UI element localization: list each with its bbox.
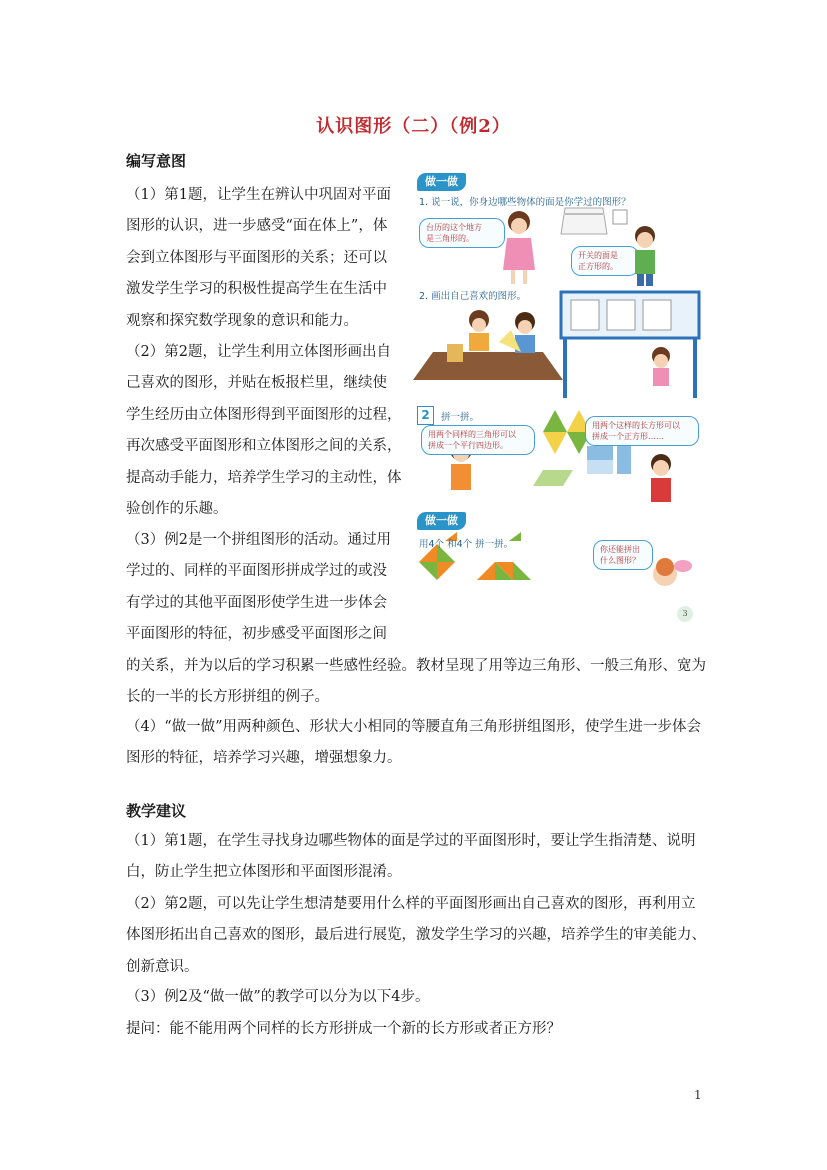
text-line: 有学过的其他平面图形使学生进一步体会 <box>126 594 387 611</box>
example-title: 拼一拼。 <box>441 412 480 423</box>
section-tag-do-2: 做一做 <box>417 512 466 530</box>
section-heading-intent: 编写意图 <box>126 152 187 170</box>
section-tag-do: 做一做 <box>417 173 466 191</box>
suggest-paragraph-4 <box>126 1014 561 1045</box>
intent-paragraph-4 <box>126 712 701 775</box>
text-line: 白，防止学生把立体图形和平面图形混淆。 <box>126 864 402 881</box>
text-line: 创新意识。 <box>126 958 199 975</box>
text-line: 学过的、同样的平面图形拼成学过的或没 <box>126 563 387 580</box>
textbook-illustration <box>413 170 703 630</box>
text-line: 观察和探究数学现象的意识和能力。 <box>126 312 358 329</box>
text-line: （1）第1题，在学生寻找身边哪些物体的面是学过的平面图形时，要让学生指清楚、说明 <box>126 833 696 849</box>
bubble-line: 你还能拼出 <box>600 545 640 554</box>
text-line: （2）第2题，可以先让学生想清楚要用什么样的平面图形画出自己喜欢的图形，再利用立 <box>126 896 696 912</box>
section-heading-suggest: 教学建议 <box>126 802 187 820</box>
cupid-figure-icon <box>653 558 692 586</box>
text-line: 验创作的乐趣。 <box>126 501 228 518</box>
speech-bubble-rectangles <box>585 416 699 446</box>
bubble-line: 正方形的。 <box>578 262 618 271</box>
text-line: （1）第1题，让学生在辨认中巩固对平面 <box>126 187 391 203</box>
text-line: 图形的特征，培养学习兴趣，增强想象力。 <box>126 750 402 767</box>
bubble-line: 开关的面是 <box>578 251 618 260</box>
bubble-line: 拼成一个平行四边形。 <box>428 441 508 450</box>
light-switch-icon <box>613 210 627 224</box>
text-line: （3）例2是一个拼组图形的活动。通过用 <box>126 532 391 548</box>
text-line: 的关系，并为以后的学习积累一些感性经验。教材呈现了用等边三角形、一般三角形、宽为 <box>126 657 706 674</box>
text-line: 体图形拓出自己喜欢的图形，最后进行展览，激发学生学习的兴趣，培养学生的审美能力、 <box>126 927 706 944</box>
suggest-paragraph-2 <box>126 889 706 983</box>
text-line: （3）例2及“做一做”的教学可以分为以下4步。 <box>126 989 430 1005</box>
question-1: 1. 说一说，你身边哪些物体的面是你学过的图形？ <box>419 197 631 208</box>
text-line: 平面图形的特征，初步感受平面图形之间 <box>126 626 387 643</box>
bubble-line: 台历的这个地方 <box>426 223 482 232</box>
text-line: （4）“做一做”用两种颜色、形状大小相同的等腰直角三角形拼组图形，使学生进一步体会 <box>126 719 702 735</box>
suggest-paragraph-1 <box>126 826 695 889</box>
text-line: 长的一半的长方形拼组的例子。 <box>126 689 329 706</box>
text-line: 提问：能不能用两个同样的长方形拼成一个新的长方形或者正方形？ <box>126 1021 561 1037</box>
text-line: 己喜欢的图形，并贴在板报栏里，继续使 <box>126 375 387 392</box>
text-line: 会到立体图形与平面图形的关系；还可以 <box>126 249 387 266</box>
bulletin-board-icon <box>561 292 699 398</box>
text-line: 学生经历由立体图形得到平面图形的过程， <box>126 406 402 423</box>
suggest-paragraph-3 <box>126 982 430 1013</box>
intent-paragraph-1 <box>126 180 391 337</box>
text-line: 再次感受平面图形和立体图形之间的关系， <box>126 438 402 455</box>
example-number: 2 <box>417 406 434 425</box>
bubble-line: 是三角形的。 <box>426 234 474 243</box>
bubble-line: 拼成一个正方形…… <box>592 432 664 441</box>
speech-bubble-triangles <box>421 425 535 455</box>
figure-page-number: 3 <box>677 606 693 622</box>
page-number: 1 <box>694 1088 702 1102</box>
illustration-art <box>413 170 703 630</box>
text-line: 提高动手能力，培养学生学习的主动性，体 <box>126 469 402 486</box>
question-2: 2. 画出自己喜欢的图形。 <box>419 291 527 302</box>
boy-figure-icon <box>635 226 655 286</box>
page-title: 认识图形（二）（例2） <box>316 116 511 137</box>
text-line: 图形的认识，进一步感受“面在体上”，体 <box>126 218 388 235</box>
bubble-line: 什么图形？ <box>600 556 640 565</box>
intent-paragraph-2 <box>126 337 402 525</box>
calendar-icon <box>561 208 607 234</box>
text-line: （2）第2题，让学生利用立体图形画出自 <box>126 344 391 360</box>
bubble-line: 用两个同样的三角形可以 <box>428 430 516 439</box>
speech-bubble-cupid <box>593 540 653 570</box>
bubble-line: 用两个这样的长方形可以 <box>592 421 680 430</box>
boy-example-icon <box>651 454 671 502</box>
text-line: 激发学生学习的积极性提高学生在生活中 <box>126 281 387 298</box>
question-3: 用4个 和4个 拼一拼。 <box>419 539 514 550</box>
girl-figure-icon <box>503 211 535 284</box>
